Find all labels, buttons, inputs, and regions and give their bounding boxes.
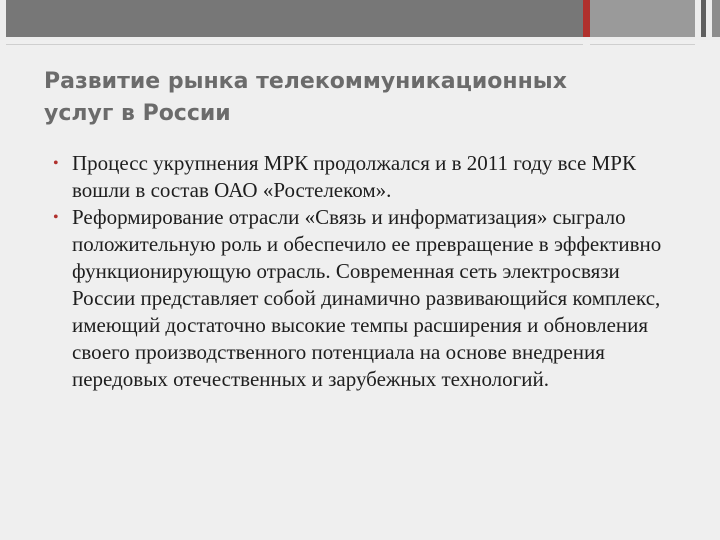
slide-title (44, 66, 684, 130)
bullet-item (50, 150, 680, 204)
bullet-text: Процесс укрупнения МРК продолжался и в 2011 году все МРК вошли в состав ОАО «Ростелеком». (72, 151, 636, 202)
bullet-dot-icon: • (53, 209, 59, 226)
header-mark (701, 0, 706, 37)
header-bar-right (590, 0, 695, 37)
bullet-item (50, 204, 680, 393)
header-bar (6, 0, 583, 37)
header-rule (6, 44, 583, 45)
bullet-dot-icon: • (53, 155, 59, 172)
slide-title-line-1: Развитие рынка телекоммуникационных (44, 69, 567, 94)
bullet-list (50, 150, 680, 393)
bullet-text: Реформирование отрасли «Связь и информатизация» сыграло положительную роль и обеспечило ее превращение в эффективно функционирующую отрасль. Современная сеть электросвязи России представляет собой динамично развивающийся комплекс, имеющий достаточно высокие темпы расширения и обновления своего производственного потенциала на основе внедрения передовых отечественных и зарубежных технологий. (72, 205, 662, 391)
header-rule-right (590, 44, 695, 45)
slide-title-line-2: услуг в России (44, 101, 231, 126)
header-edge-mark (712, 0, 720, 37)
accent-mark (583, 0, 590, 37)
